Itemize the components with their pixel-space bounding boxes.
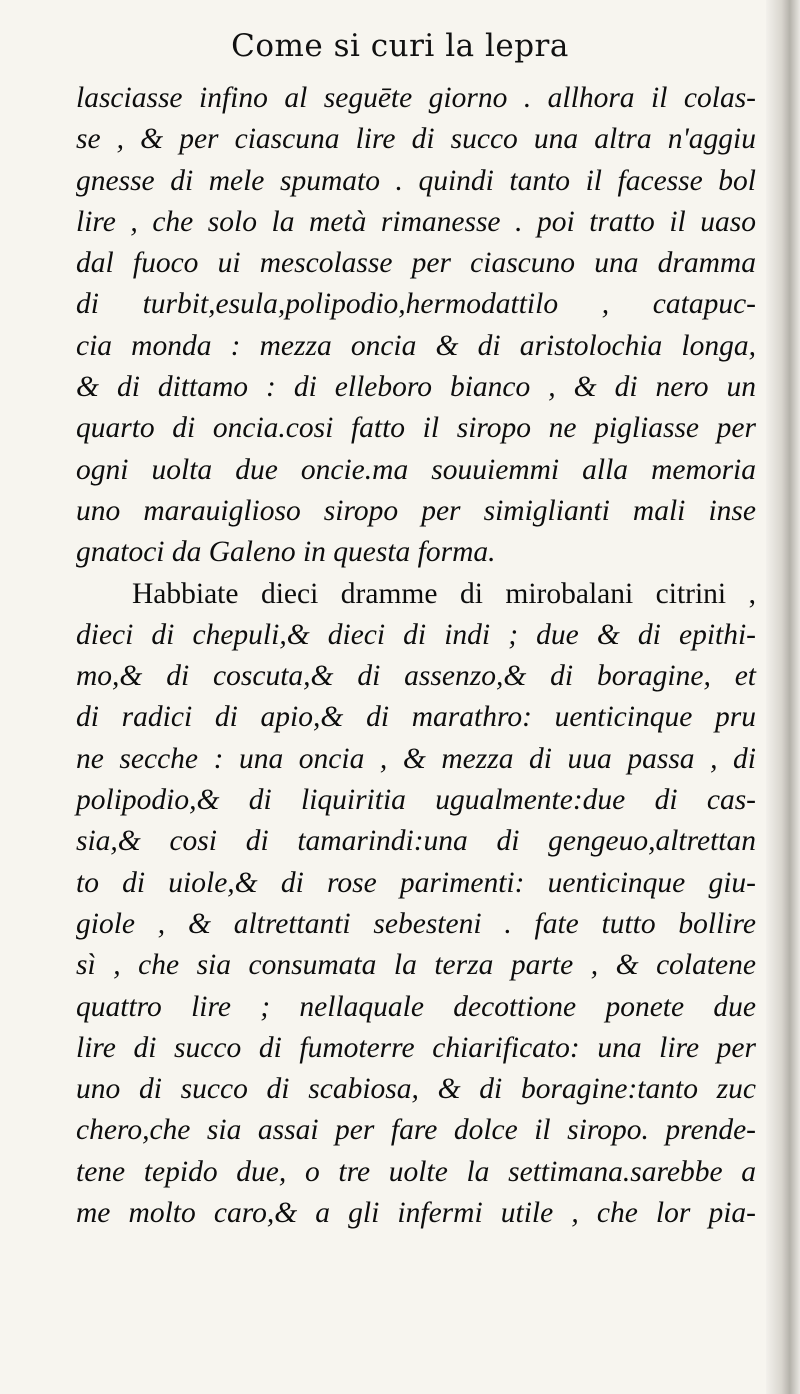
text-line: gnesse di mele spumato . quindi tanto il facesse bol: [76, 164, 756, 197]
text-line: mo,& di coscuta,& di assenzo,& di boragine, et: [76, 660, 756, 693]
text-line: lasciasse infino al seguēte giorno . allhora il colas-: [76, 82, 756, 114]
text-line: tene tepido due, o tre uolte la settimana.sarebbe a: [76, 1155, 756, 1188]
text-line: di turbit,esula,polipodio,hermodattilo , catapuc-: [76, 288, 756, 321]
text-line: uno marauiglioso siropo per simiglianti mali inse: [76, 494, 756, 527]
paragraph-first-line: Habbiate dieci dramme di mirobalani citrini ,: [132, 577, 756, 610]
text-line: giole , & altrettanti sebesteni . fate tutto bollire: [76, 907, 756, 940]
page-edge-shadow: [766, 0, 800, 1394]
running-title: Come si curi la lepra: [231, 28, 569, 64]
text-line: uno di succo di scabiosa, & di boragine:tanto zuc: [76, 1073, 756, 1106]
text-line: polipodio,& di liquiritia ugualmente:due di cas-: [76, 784, 756, 817]
text-line: lire di succo di fumoterre chiarificato: una lire per: [76, 1031, 756, 1064]
text-line: ne secche : una oncia , & mezza di uua passa , di: [76, 742, 756, 775]
text-line: sia,& cosi di tamarindi:una di gengeuo,altrettan: [76, 825, 756, 858]
text-line: & di dittamo : di elleboro bianco , & di nero un: [76, 371, 756, 404]
text-line: quarto di oncia.cosi fatto il siropo ne pigliasse per: [76, 412, 756, 445]
text-line: me molto caro,& a gli infermi utile , che lor pia-: [76, 1197, 756, 1230]
text-line: se , & per ciascuna lire di succo una altra n'aggiu: [76, 123, 756, 156]
text-line: chero,che sia assai per fare dolce il siropo. prende-: [76, 1114, 756, 1147]
text-line: di radici di apio,& di marathro: uenticinque pru: [76, 701, 756, 734]
text-line: sì , che sia consumata la terza parte , & colatene: [76, 949, 756, 982]
text-line: to di uiole,& di rose parimenti: uenticinque giu-: [76, 866, 756, 899]
text-line: cia monda : mezza oncia & di aristolochia longa,: [76, 329, 756, 362]
text-line: gnatoci da Galeno in questa forma.: [76, 536, 496, 569]
text-line: dieci di chepuli,& dieci di indi ; due & di epithi-: [76, 618, 756, 651]
text-line: quattro lire ; nellaquale decottione ponete due: [76, 990, 756, 1023]
text-line: lire , che solo la metà rimanesse . poi tratto il uaso: [76, 205, 756, 238]
text-line: dal fuoco ui mescolasse per ciascuno una dramma: [76, 247, 756, 280]
text-line: ogni uolta due oncie.ma souuiemmi alla memoria: [76, 453, 756, 486]
body-text: [76, 78, 756, 1234]
